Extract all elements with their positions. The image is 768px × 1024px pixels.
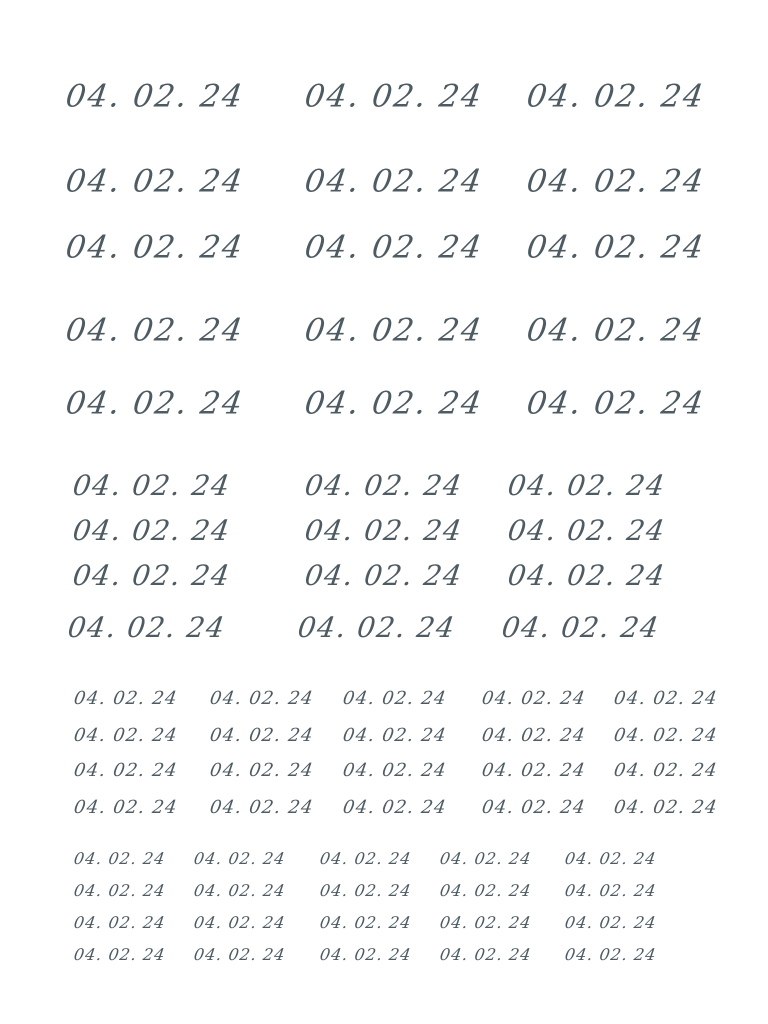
date-stamp: 04. 02. 24 xyxy=(63,78,247,115)
date-stamp: 04. 02. 24 xyxy=(295,611,458,644)
date-stamp: 04. 02. 24 xyxy=(302,385,486,422)
date-stamp: 04. 02. 24 xyxy=(480,688,588,709)
date-stamp: 04. 02. 24 xyxy=(438,881,533,900)
date-stamp: 04. 02. 24 xyxy=(72,913,167,932)
date-stamp: 04. 02. 24 xyxy=(480,760,588,781)
date-stamp: 04. 02. 24 xyxy=(72,881,167,900)
date-stamp: 04. 02. 24 xyxy=(524,78,708,115)
date-stamp: 04. 02. 24 xyxy=(302,229,486,266)
date-stamp: 04. 02. 24 xyxy=(480,725,588,746)
date-stamp: 04. 02. 24 xyxy=(192,849,287,868)
date-stamp: 04. 02. 24 xyxy=(208,760,316,781)
date-stamp: 04. 02. 24 xyxy=(524,312,708,349)
date-stamp: 04. 02. 24 xyxy=(208,725,316,746)
date-stamp: 04. 02. 24 xyxy=(63,229,247,266)
date-stamp: 04. 02. 24 xyxy=(192,945,287,964)
date-stamp: 04. 02. 24 xyxy=(524,385,708,422)
date-stamp: 04. 02. 24 xyxy=(438,913,533,932)
date-stamp: 04. 02. 24 xyxy=(438,945,533,964)
date-stamp: 04. 02. 24 xyxy=(208,797,316,818)
date-stamp: 04. 02. 24 xyxy=(65,611,228,644)
date-stamp: 04. 02. 24 xyxy=(72,945,167,964)
date-stamp: 04. 02. 24 xyxy=(302,469,465,502)
date-stamp: 04. 02. 24 xyxy=(302,312,486,349)
date-stamp: 04. 02. 24 xyxy=(524,229,708,266)
date-stamp: 04. 02. 24 xyxy=(318,945,413,964)
date-stamp: 04. 02. 24 xyxy=(612,760,720,781)
date-stamp: 04. 02. 24 xyxy=(70,514,233,547)
date-stamp: 04. 02. 24 xyxy=(341,688,449,709)
date-stamp: 04. 02. 24 xyxy=(563,849,658,868)
date-stamp: 04. 02. 24 xyxy=(563,945,658,964)
date-stamp: 04. 02. 24 xyxy=(63,312,247,349)
date-stamp: 04. 02. 24 xyxy=(499,611,662,644)
date-stamp: 04. 02. 24 xyxy=(72,849,167,868)
date-stamp: 04. 02. 24 xyxy=(72,725,180,746)
date-stamp: 04. 02. 24 xyxy=(341,797,449,818)
date-stamp: 04. 02. 24 xyxy=(208,688,316,709)
date-stamp: 04. 02. 24 xyxy=(524,163,708,200)
date-stamp: 04. 02. 24 xyxy=(302,559,465,592)
date-stamp: 04. 02. 24 xyxy=(505,559,668,592)
date-stamp: 04. 02. 24 xyxy=(192,913,287,932)
date-stamp: 04. 02. 24 xyxy=(563,881,658,900)
date-stamp: 04. 02. 24 xyxy=(302,163,486,200)
date-stamp: 04. 02. 24 xyxy=(480,797,588,818)
date-stamp: 04. 02. 24 xyxy=(563,913,658,932)
date-stamp: 04. 02. 24 xyxy=(72,688,180,709)
date-stamp: 04. 02. 24 xyxy=(63,163,247,200)
date-stamp: 04. 02. 24 xyxy=(505,514,668,547)
date-stamp: 04. 02. 24 xyxy=(318,849,413,868)
date-stamp: 04. 02. 24 xyxy=(63,385,247,422)
date-stamp: 04. 02. 24 xyxy=(318,881,413,900)
date-stamp: 04. 02. 24 xyxy=(302,78,486,115)
date-stamp: 04. 02. 24 xyxy=(70,559,233,592)
date-stamp: 04. 02. 24 xyxy=(70,469,233,502)
date-stamp: 04. 02. 24 xyxy=(612,725,720,746)
date-stamp: 04. 02. 24 xyxy=(612,797,720,818)
date-stamp: 04. 02. 24 xyxy=(438,849,533,868)
date-stamp: 04. 02. 24 xyxy=(505,469,668,502)
date-stamp: 04. 02. 24 xyxy=(192,881,287,900)
date-stamp: 04. 02. 24 xyxy=(341,725,449,746)
date-stamp: 04. 02. 24 xyxy=(612,688,720,709)
date-stamp: 04. 02. 24 xyxy=(302,514,465,547)
date-stamp: 04. 02. 24 xyxy=(318,913,413,932)
date-stamp: 04. 02. 24 xyxy=(72,797,180,818)
date-stamp: 04. 02. 24 xyxy=(72,760,180,781)
date-stamp: 04. 02. 24 xyxy=(341,760,449,781)
